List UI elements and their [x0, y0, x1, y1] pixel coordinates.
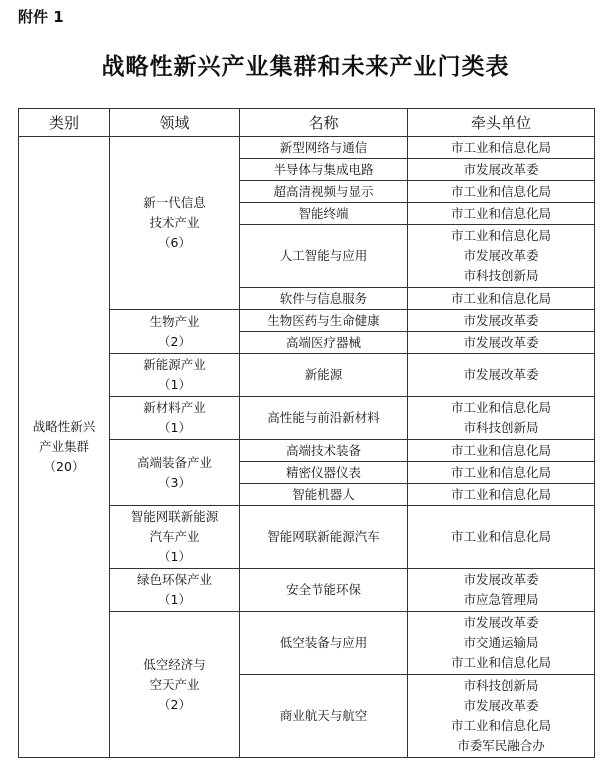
lead-unit-cell	[408, 440, 595, 462]
lead-unit-cell	[408, 310, 595, 332]
name-cell: 商业航天与航空	[240, 675, 408, 758]
domain-cell	[110, 397, 240, 440]
header-name: 名称	[240, 109, 408, 137]
lead-unit-cell	[408, 506, 595, 569]
domain-text: （1）	[158, 549, 191, 564]
name-cell: 低空装备与应用	[240, 612, 408, 675]
category-text: 产业集群	[38, 439, 89, 454]
lead-unit-text: 市工业和信息化局	[450, 464, 551, 480]
lead-unit-text: 市委军民融合办	[457, 738, 545, 753]
category-text: （20）	[43, 459, 85, 474]
domain-text: 生物产业	[149, 313, 200, 329]
lead-unit-text: 市应急管理局	[463, 592, 539, 607]
lead-unit-text: 市发展改革委	[463, 161, 539, 177]
lead-unit-text: 市工业和信息化局	[450, 529, 551, 544]
lead-unit-cell	[408, 181, 595, 203]
lead-unit-text: 市工业和信息化局	[450, 139, 551, 155]
lead-unit-cell	[408, 675, 595, 758]
name-cell: 人工智能与应用	[240, 225, 408, 288]
industry-table	[18, 108, 595, 758]
name-cell: 精密仪器仪表	[240, 462, 408, 484]
lead-unit-cell	[408, 225, 595, 288]
lead-unit-text: 市工业和信息化局	[450, 486, 551, 502]
lead-unit-text: 市工业和信息化局	[450, 718, 551, 733]
lead-unit-text: 市工业和信息化局	[450, 442, 551, 458]
lead-unit-cell	[408, 288, 595, 310]
name-cell: 生物医药与生命健康	[240, 310, 408, 332]
domain-text: （6）	[158, 235, 191, 250]
category-cell	[19, 137, 110, 758]
lead-unit-text: 市工业和信息化局	[450, 228, 551, 243]
lead-unit-cell	[408, 354, 595, 397]
domain-text: 新能源产业	[143, 357, 206, 372]
domain-text: （1）	[158, 592, 191, 607]
header-domain: 领域	[110, 109, 240, 137]
lead-unit-cell	[408, 397, 595, 440]
table-header-row	[19, 109, 595, 137]
lead-unit-text: 市发展改革委	[463, 248, 539, 263]
lead-unit-text: 市工业和信息化局	[450, 183, 551, 199]
name-cell: 新能源	[240, 354, 408, 397]
lead-unit-text: 市科技创新局	[463, 268, 539, 283]
lead-unit-text: 市发展改革委	[463, 334, 539, 350]
header-category: 类别	[19, 109, 110, 137]
domain-text: （2）	[158, 696, 191, 712]
lead-unit-cell	[408, 203, 595, 225]
domain-text: 空天产业	[149, 676, 200, 692]
lead-unit-text: 市发展改革委	[463, 615, 539, 630]
domain-cell	[110, 440, 240, 506]
lead-unit-text: 市工业和信息化局	[450, 205, 551, 221]
domain-text: （1）	[158, 377, 191, 392]
lead-unit-text: 市发展改革委	[463, 367, 539, 382]
name-cell: 新型网络与通信	[240, 137, 408, 159]
domain-cell	[110, 137, 240, 310]
lead-unit-text: 市科技创新局	[463, 678, 539, 693]
lead-unit-cell	[408, 332, 595, 354]
domain-cell	[110, 612, 240, 758]
name-cell: 智能终端	[240, 203, 408, 225]
lead-unit-text: 市工业和信息化局	[450, 290, 551, 306]
lead-unit-text: 市发展改革委	[463, 572, 539, 587]
lead-unit-text: 市工业和信息化局	[450, 655, 551, 670]
name-cell: 安全节能环保	[240, 569, 408, 612]
domain-text: 汽车产业	[149, 529, 200, 544]
name-cell: 高性能与前沿新材料	[240, 397, 408, 440]
name-cell: 高端技术装备	[240, 440, 408, 462]
name-cell: 智能网联新能源汽车	[240, 506, 408, 569]
lead-unit-text: 市科技创新局	[463, 420, 539, 435]
lead-unit-text: 市发展改革委	[463, 312, 539, 328]
header-lead-unit: 牵头单位	[408, 109, 595, 137]
domain-text: 智能网联新能源	[130, 509, 219, 524]
lead-unit-cell	[408, 484, 595, 506]
lead-unit-cell	[408, 612, 595, 675]
name-cell: 半导体与集成电路	[240, 159, 408, 181]
domain-text: 低空经济与	[143, 656, 206, 672]
lead-unit-cell	[408, 159, 595, 181]
domain-text: 高端装备产业	[136, 454, 212, 470]
lead-unit-cell	[408, 137, 595, 159]
domain-cell	[110, 569, 240, 612]
category-text: 战略性新兴	[32, 419, 96, 434]
lead-unit-text: 市交通运输局	[463, 635, 539, 650]
lead-unit-text: 市工业和信息化局	[450, 400, 551, 415]
lead-unit-cell	[408, 569, 595, 612]
attachment-label: 附件 1	[18, 8, 64, 26]
domain-cell	[110, 310, 240, 354]
name-cell: 智能机器人	[240, 484, 408, 506]
table-row	[19, 137, 595, 159]
name-cell: 高端医疗器械	[240, 332, 408, 354]
domain-text: 新一代信息	[143, 195, 206, 210]
domain-text: 新材料产业	[143, 400, 206, 415]
page-title: 战略性新兴产业集群和未来产业门类表	[101, 54, 510, 80]
lead-unit-cell	[408, 462, 595, 484]
domain-text: （1）	[158, 420, 191, 435]
domain-text: （2）	[158, 333, 191, 349]
name-cell: 软件与信息服务	[240, 288, 408, 310]
table-body	[19, 137, 595, 758]
name-cell: 超高清视频与显示	[240, 181, 408, 203]
domain-text: 绿色环保产业	[136, 572, 212, 587]
domain-text: （3）	[158, 474, 191, 490]
domain-cell	[110, 354, 240, 397]
domain-text: 技术产业	[149, 215, 200, 230]
lead-unit-text: 市发展改革委	[463, 698, 539, 713]
domain-cell	[110, 506, 240, 569]
